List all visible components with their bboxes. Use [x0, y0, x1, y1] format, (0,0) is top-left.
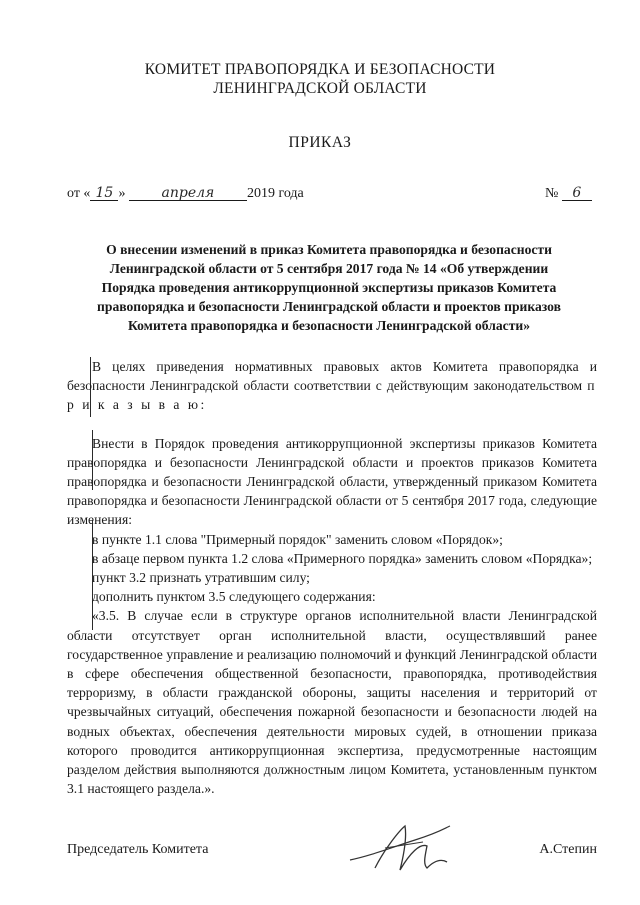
document-type: ПРИКАЗ — [288, 134, 352, 151]
order-word: п р и к а з ы в а ю: — [67, 378, 598, 413]
date-prefix: от « — [67, 186, 91, 201]
preamble-text: В целях приведения нормативных правовых актов Комитета правопорядка и безопасности Ленинградской области соответствии с действующим законодательством — [67, 359, 597, 394]
date-year: 2019 года — [246, 186, 304, 201]
number-label: № — [545, 186, 559, 201]
date-month: апреля — [129, 186, 247, 201]
organization-name — [0, 60, 640, 98]
order-title: О внесении изменений в приказ Комитета правопорядка и безопасности Ленинградской области от 5 сентября 2017 года № 14 «Об утверждении Порядка проведения антикоррупционной экспертизы приказов Комитета правопорядка и безопасности Ленинградской области и проектов приказов Комитета правопорядка и безопасности Ленинградской области» — [97, 242, 561, 333]
order-date — [67, 186, 304, 202]
date-day: 15 — [90, 186, 118, 201]
item-paragraph: в пункте 1.1 слова "Примерный порядок" заменить словом «Порядок»; — [92, 531, 503, 547]
organization-name-line-2: ЛЕНИНГРАДСКОЙ ОБЛАСТИ — [213, 80, 427, 97]
signatory-name: А.Степин — [539, 842, 597, 857]
order-body — [67, 357, 597, 798]
date-mid: » — [118, 186, 126, 201]
order-number — [545, 186, 592, 202]
item-paragraph: дополнить пунктом 3.5 следующего содержания: — [92, 589, 376, 605]
preamble-paragraph — [67, 357, 597, 415]
item-paragraph: в абзаце первом пункта 1.2 слова «Примерного порядка» заменить словом «Порядка»; — [92, 550, 593, 566]
handwritten-signature — [345, 818, 455, 883]
item-paragraph: «3.5. В случае если в структуре органов исполнительной власти Ленинградской области отсутствует орган исполнительной власти, осуществлявший ранее государственное управление и реализацию полномочий и функций Ленинградской области в сфере обеспечения общественной безопасности, правопорядка, противодействия терроризму, в области гражданской обороны, защиты населения и территорий от чрезвычайных ситуаций, обеспечения пожарной безопасности и безопасности людей на водных объектах, обеспечения деятельности мировых судей, в отношении приказа которого проводится антикоррупционная экспертиза, предусмотренные настоящим разделом действия выполняются должностным лицом Комитета, установленным пунктом 3.1 настоящего раздела.». — [67, 608, 597, 797]
item-paragraph: пункт 3.2 признать утратившим силу; — [92, 570, 310, 586]
intro-paragraph: Внести в Порядок проведения антикоррупционной экспертизы приказов Комитета правопорядка и безопасности Ленинградской области и проектов приказов Комитета правопорядка и безопасности Ленинградской области, утвержденный приказом Комитета правопорядка и безопасности Ленинградской области от 5 сентября 2017 года, следующие изменения: — [67, 435, 597, 528]
organization-name-line-1: КОМИТЕТ ПРАВОПОРЯДКА И БЕЗОПАСНОСТИ — [144, 61, 496, 78]
number-value: 6 — [562, 186, 592, 201]
signatory-title: Председатель Комитета — [67, 842, 209, 857]
